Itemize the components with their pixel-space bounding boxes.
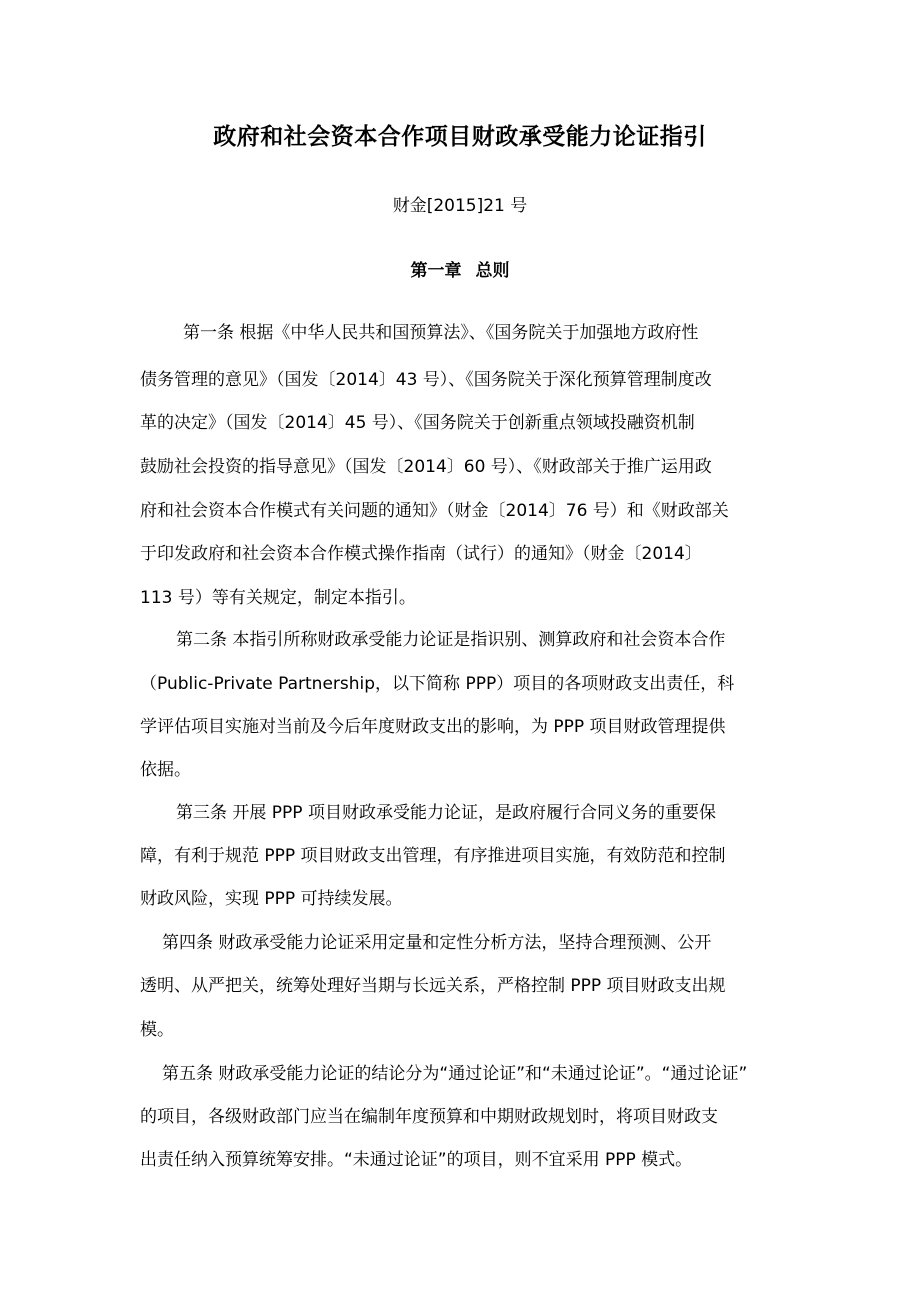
article-line: 模。	[140, 1020, 174, 1040]
article-line: 第五条 财政承受能力论证的结论分为“通过论证”和“未通过论证”。“通过论证”	[162, 1064, 748, 1084]
chapter-number: 第一章	[410, 261, 462, 281]
chapter-heading	[0, 256, 920, 281]
article-line: 鼓励社会投资的指导意见》（国发〔2014〕60 号）、《财政部关于推广运用政	[140, 457, 712, 477]
article-line: 第一条 根据《中华人民共和国预算法》、《国务院关于加强地方政府性	[183, 323, 699, 343]
article-line: （Public-Private Partnership，以下简称 PPP）项目的各项财政支出责任，科	[140, 674, 735, 694]
article-line: 透明、从严把关，统筹处理好当期与长远关系，严格控制 PPP 项目财政支出规	[140, 976, 726, 996]
article-line: 第二条 本指引所称财政承受能力论证是指识别、测算政府和社会资本合作	[176, 630, 726, 650]
article-line: 债务管理的意见》（国发〔2014〕43 号）、《国务院关于深化预算管理制度改	[140, 370, 712, 390]
article-line: 府和社会资本合作模式有关问题的通知》（财金〔2014〕76 号）和《财政部关	[140, 501, 729, 521]
article-line: 财政风险，实现 PPP 可持续发展。	[140, 889, 403, 909]
article-line: 革的决定》（国发〔2014〕45 号）、《国务院关于创新重点领域投融资机制	[140, 413, 695, 433]
article-line: 学评估项目实施对当前及今后年度财政支出的影响，为 PPP 项目财政管理提供	[140, 717, 726, 737]
article-line: 于印发政府和社会资本合作模式操作指南（试行）的通知》（财金〔2014〕	[140, 544, 702, 564]
document-title: 政府和社会资本合作项目财政承受能力论证指引	[213, 124, 707, 150]
article-line: 的项目，各级财政部门应当在编制年度预算和中期财政规划时，将项目财政支	[140, 1107, 718, 1127]
article-line: 障，有利于规范 PPP 项目财政支出管理，有序推进项目实施，有效防范和控制	[140, 846, 726, 866]
chapter-name: 总则	[475, 261, 510, 281]
article-line: 第四条 财政承受能力论证采用定量和定性分析方法，坚持合理预测、公开	[162, 933, 712, 953]
article-line: 第三条 开展 PPP 项目财政承受能力论证，是政府履行合同义务的重要保	[176, 803, 716, 823]
article-line: 依据。	[140, 760, 191, 780]
document-number: 财金[2015]21 号	[392, 196, 528, 216]
article-line: 113 号）等有关规定，制定本指引。	[140, 588, 416, 608]
article-line: 出责任纳入预算统筹安排。“未通过论证”的项目，则不宜采用 PPP 模式。	[140, 1150, 693, 1170]
